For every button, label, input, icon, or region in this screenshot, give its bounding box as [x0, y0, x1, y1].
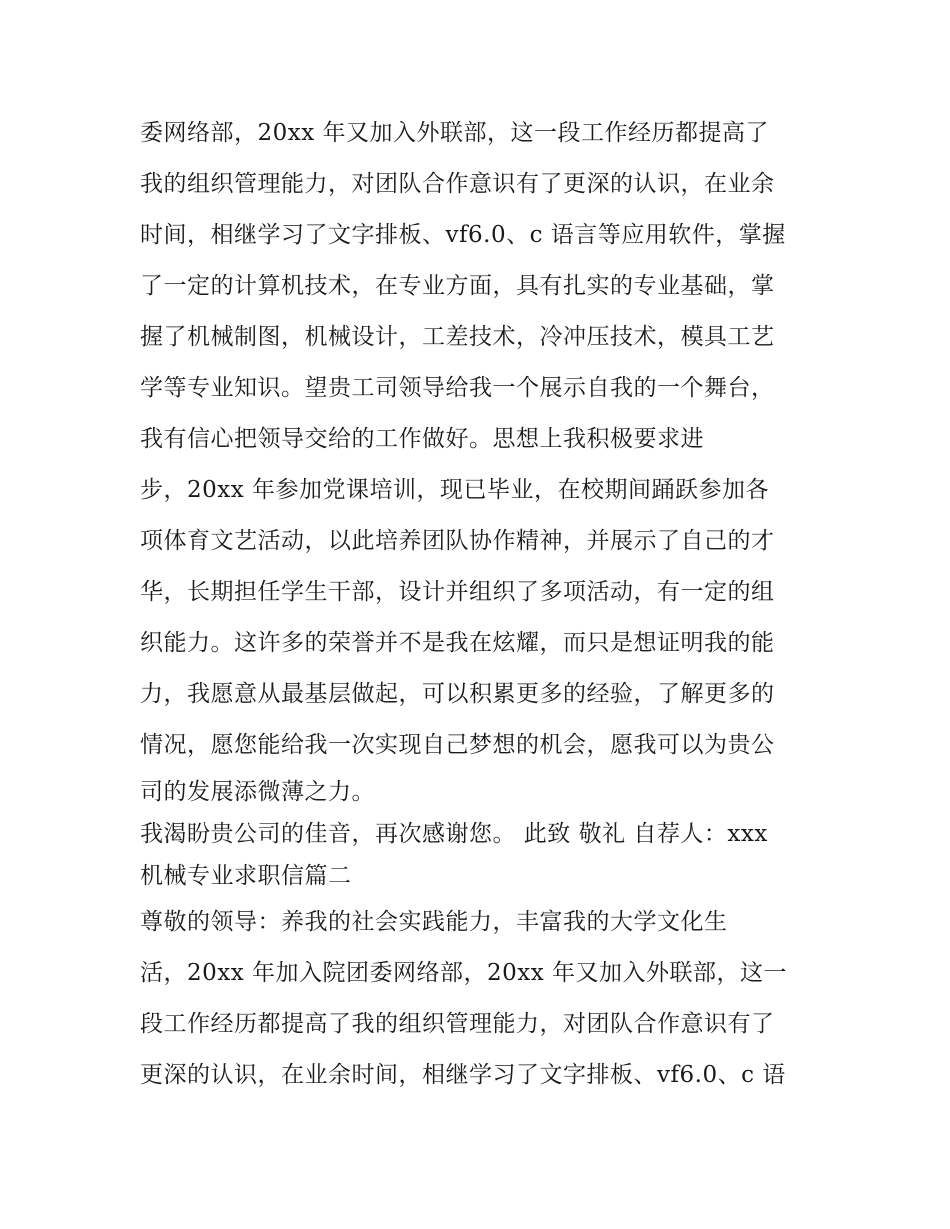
- text-line: 尊敬的领导：养我的社会实践能力，丰富我的大学文化生: [140, 909, 728, 935]
- text-line: 华，长期担任学生干部，设计并组织了多项活动，有一定的组: [140, 579, 775, 605]
- section-heading: 机械专业求职信篇二: [140, 863, 352, 889]
- text-line: 步，20xx 年参加党课培训，现已毕业，在校期间踊跃参加各: [140, 477, 770, 503]
- text-line: 我渴盼贵公司的佳音，再次感谢您。 此致 敬礼 自荐人：xxx: [140, 821, 768, 847]
- text-line: 学等专业知识。望贵工司领导给我一个展示自我的一个舞台，: [140, 375, 775, 401]
- text-line: 织能力。这许多的荣誉并不是我在炫耀，而只是想证明我的能: [140, 630, 775, 656]
- text-line: 力，我愿意从最基层做起，可以积累更多的经验，了解更多的: [140, 681, 775, 707]
- text-line: 了一定的计算机技术，在专业方面，具有扎实的专业基础，掌: [140, 273, 775, 299]
- text-line: 司的发展添微薄之力。: [140, 779, 375, 805]
- text-line: 活，20xx 年加入院团委网络部，20xx 年又加入外联部，这一: [140, 960, 788, 986]
- text-line: 时间，相继学习了文字排板、vf6.0、c 语言等应用软件，掌握: [140, 222, 786, 248]
- text-line: 段工作经历都提高了我的组织管理能力，对团队合作意识有了: [140, 1011, 775, 1037]
- text-line: 情况，愿您能给我一次实现自己梦想的机会，愿我可以为贵公: [140, 732, 775, 758]
- text-line: 我的组织管理能力，对团队合作意识有了更深的认识，在业余: [140, 171, 775, 197]
- text-line: 更深的认识，在业余时间，相继学习了文字排板、vf6.0、c 语: [140, 1062, 786, 1088]
- text-line: 握了机械制图，机械设计，工差技术，冷冲压技术，模具工艺: [140, 324, 775, 350]
- text-line: 项体育文艺活动，以此培养团队协作精神，并展示了自己的才: [140, 528, 775, 554]
- text-line: 委网络部，20xx 年又加入外联部，这一段工作经历都提高了: [140, 120, 770, 146]
- body-text: [140, 108, 820, 1101]
- text-line: 我有信心把领导交给的工作做好。思想上我积极要求进: [140, 426, 704, 452]
